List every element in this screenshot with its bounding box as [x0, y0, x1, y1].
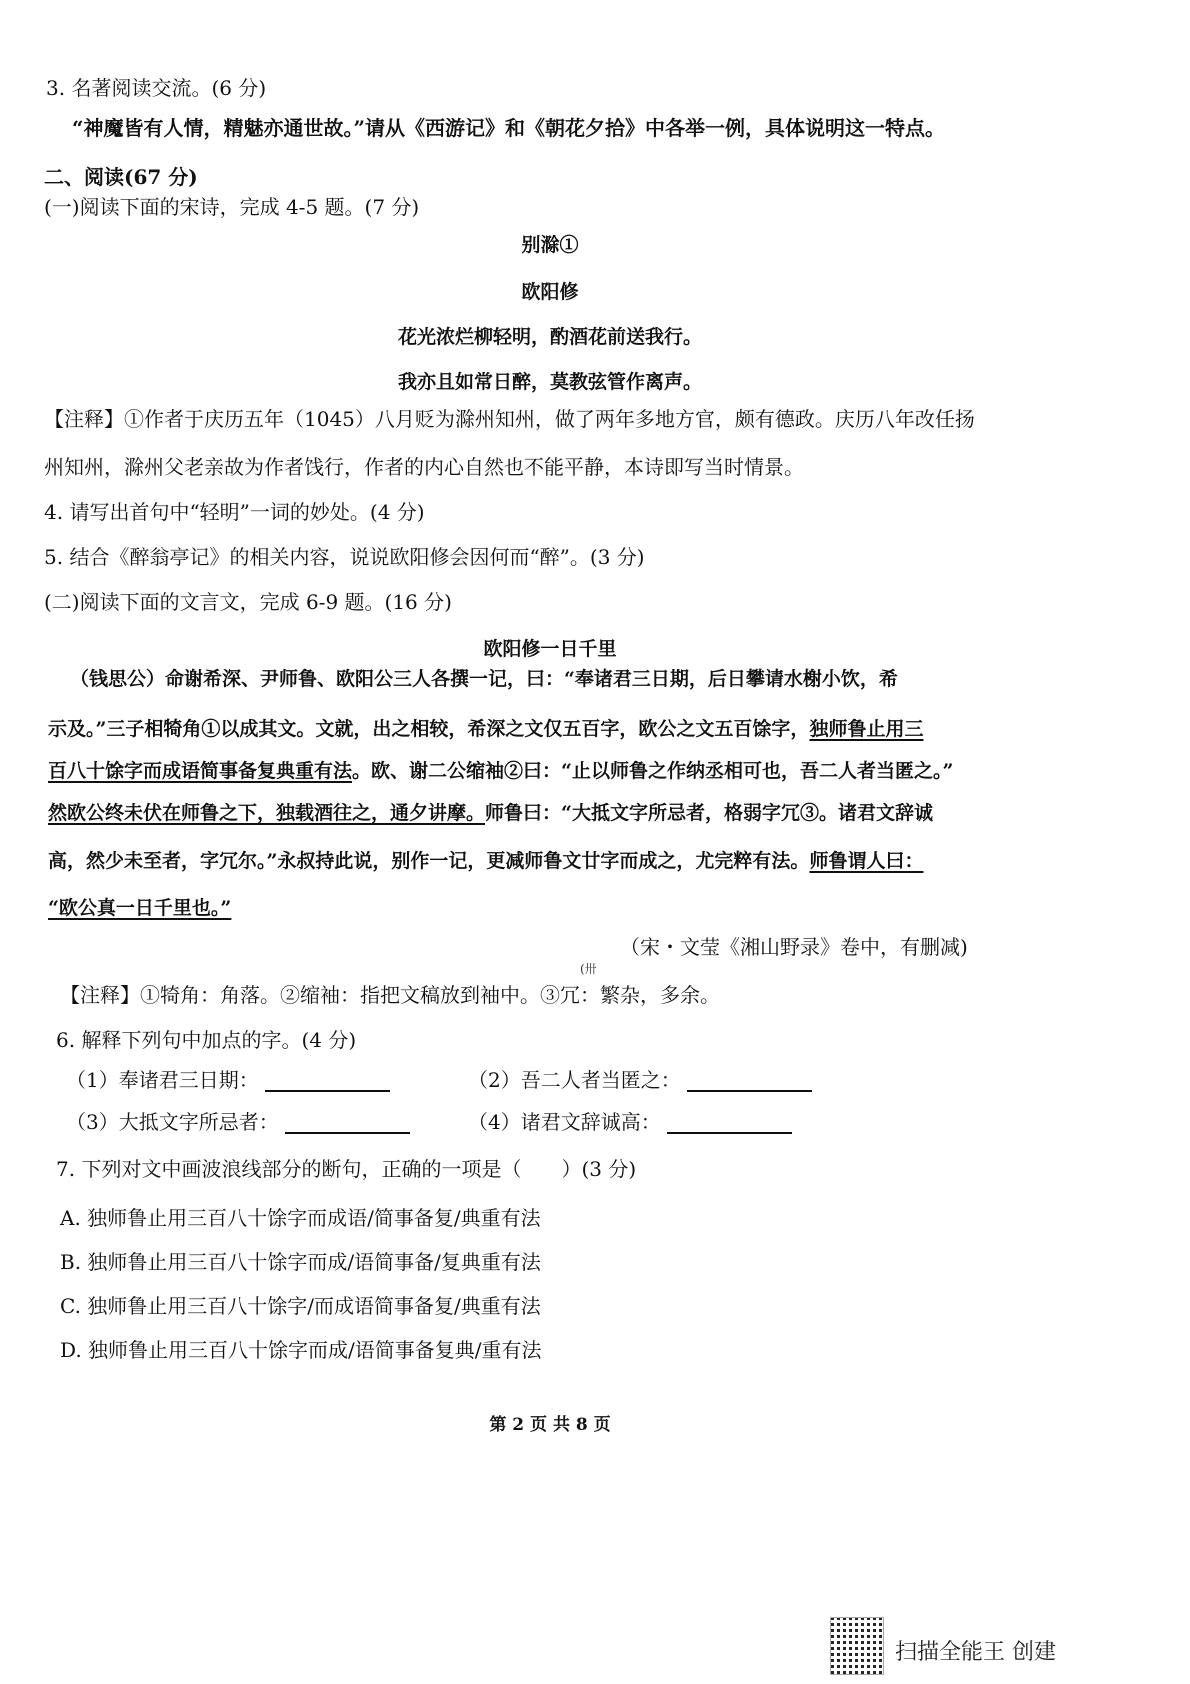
- q4: 4. 请写出首句中“轻明”一词的妙处。(4 分): [44, 500, 425, 524]
- poem-note-line-1: 【注释】①作者于庆历五年（1045）八月贬为滁州知州，做了两年多地方官，颇有德政。庆历八年改任扬: [44, 407, 975, 431]
- passage-source: （宋・文莹《湘山野录》卷中，有删减): [620, 935, 968, 959]
- passage-line-1: （钱思公）命谢希深、尹师鲁、欧阳公三人各撰一记，曰：“奉诸君三日期，后日攀请水榭小饮，希: [70, 668, 898, 690]
- passage-title: 欧阳修一日千里: [483, 638, 617, 660]
- part2-title: (二)阅读下面的文言文，完成 6-9 题。(16 分): [44, 590, 452, 614]
- q6-item-1: [66, 1068, 390, 1092]
- q6-item-4-label: （4）诸君文辞诚高：: [468, 1110, 661, 1134]
- passage-line-4b: 师鲁曰：“大抵文字所忌者，格弱字冗③。诸君文辞诚: [485, 802, 933, 824]
- passage-line-2: [48, 718, 923, 741]
- passage-line-4: [48, 802, 933, 825]
- q6-title: 6. 解释下列句中加点的字。(4 分): [56, 1028, 357, 1052]
- q7-title: 7. 下列对文中画波浪线部分的断句，正确的一项是（ ）(3 分): [56, 1157, 637, 1181]
- poem-title: 别滁①: [521, 234, 579, 256]
- q3-title: 3. 名著阅读交流。(6 分): [46, 76, 267, 100]
- poem-author: 欧阳修: [521, 281, 579, 303]
- q6-item-3-label: （3）大抵文字所忌者：: [66, 1110, 279, 1134]
- page-number: 第 2 页 共 8 页: [489, 1415, 611, 1435]
- underlined-sentence-1: 然欧公终未伏在师鲁之下，独载酒往之，通夕讲摩。: [48, 802, 486, 824]
- q6-item-1-label: （1）奉诸君三日期：: [66, 1068, 259, 1092]
- underlined-sentence-2a: 师鲁谓人曰：: [809, 850, 924, 872]
- passage-line-5: [48, 850, 923, 873]
- wavy-underline-segment-2: 百八十馀字而成语简事备复典重有法: [48, 760, 353, 782]
- answer-blank-4[interactable]: [667, 1114, 792, 1134]
- scanner-watermark: 扫描全能王 创建: [895, 1640, 1056, 1665]
- q6-item-4: [468, 1110, 792, 1134]
- passage-line-5a: 高，然少未至者，字冗尔。”永叔持此说，别作一记，更减师鲁文廿字而成之，尤完粹有法。: [48, 850, 810, 872]
- q7-option-d[interactable]: D. 独师鲁止用三百八十馀字而成/语简事备复典/重有法: [60, 1338, 542, 1362]
- poem-note-line-2: 州知州，滁州父老亲故为作者饯行，作者的内心自然也不能平静，本诗即写当时情景。: [44, 455, 804, 479]
- q6-item-2: [468, 1068, 812, 1092]
- q7-option-b[interactable]: B. 独师鲁止用三百八十馀字而成/语简事备/复典重有法: [60, 1250, 541, 1274]
- q6-item-2-label: （2）吾二人者当匿之：: [468, 1068, 681, 1092]
- q6-item-3: [66, 1110, 410, 1134]
- poem-line-2: 我亦且如常日醉，莫教弦管作离声。: [397, 371, 702, 393]
- q5: 5. 结合《醉翁亭记》的相关内容，说说欧阳修会因何而“醉”。(3 分): [44, 545, 645, 569]
- passage-line-6: [48, 897, 231, 920]
- answer-blank-2[interactable]: [687, 1072, 812, 1092]
- answer-blank-1[interactable]: [265, 1072, 390, 1092]
- answer-blank-3[interactable]: [285, 1114, 410, 1134]
- passage-note: 【注释】①犄角：角落。②缩袖：指把文稿放到袖中。③冗：繁杂，多余。: [60, 983, 720, 1007]
- q7-option-c[interactable]: C. 独师鲁止用三百八十馀字/而成语简事备复/典重有法: [60, 1294, 541, 1318]
- qr-code-icon: [830, 1617, 884, 1675]
- section2-title: 二、阅读(67 分): [44, 165, 198, 189]
- wavy-underline-segment-1: 独师鲁止用三: [809, 718, 924, 740]
- poem-line-1: 花光浓烂柳轻明，酌酒花前送我行。: [397, 326, 702, 348]
- handwritten-mark: (卅: [580, 962, 597, 976]
- part1-title: (一)阅读下面的宋诗，完成 4-5 题。(7 分): [44, 195, 420, 219]
- q7-option-a[interactable]: A. 独师鲁止用三百八十馀字而成语/简事备复/典重有法: [60, 1206, 541, 1230]
- passage-line-3: [48, 760, 953, 783]
- passage-line-2a: 示及。”三子相犄角①以成其文。文就，出之相较，希深之文仅五百字，欧公之文五百馀字，: [48, 718, 810, 740]
- underlined-sentence-2b: “欧公真一日千里也。”: [48, 897, 232, 919]
- passage-line-3b: 。欧、谢二公缩袖②曰：“止以师鲁之作纳丞相可也，吾二人者当匿之。”: [352, 760, 954, 782]
- q3-prompt: “神魔皆有人情，精魅亦通世故。”请从《西游记》和《朝花夕拾》中各举一例，具体说明这一特点。: [72, 116, 946, 140]
